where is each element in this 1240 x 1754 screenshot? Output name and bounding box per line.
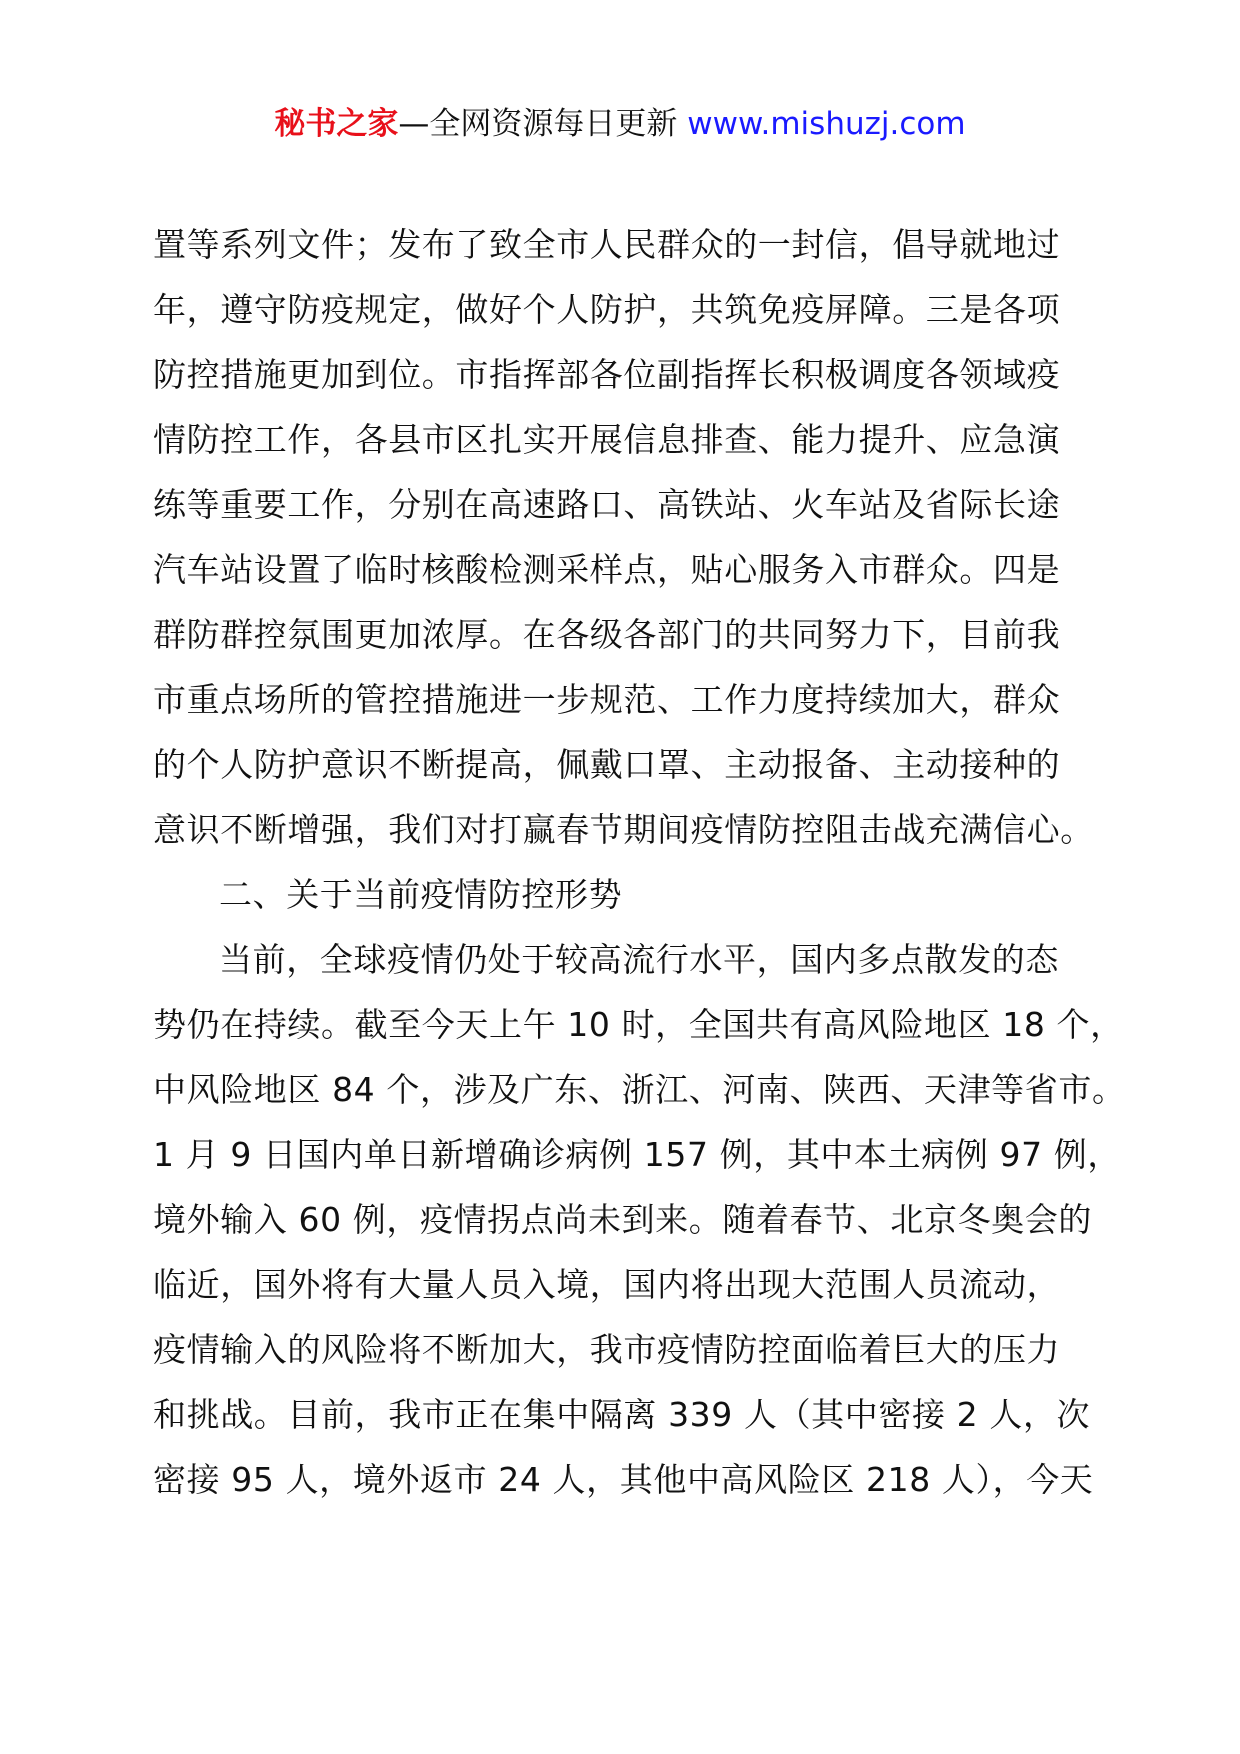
text-line: 意识不断增强，我们对打赢春节期间疫情防控阻击战充满信心。 [153,810,1094,849]
text-line: 情防控工作，各县市区扎实开展信息排查、能力提升、应急演 [153,420,1061,459]
text-line: 市重点场所的管控措施进一步规范、工作力度持续加大，群众 [153,680,1061,719]
text-line: 和挑战。目前，我市正在集中隔离 339 人（其中密接 2 人，次 [153,1395,1091,1434]
paragraph-first-line: 当前，全球疫情仍处于较高流行水平，国内多点散发的态 [219,940,1059,979]
text-line: 年，遵守防疫规定，做好个人防护，共筑免疫屏障。三是各项 [153,290,1061,329]
site-tagline: —全网资源每日更新 [398,106,678,142]
text-line: 势仍在持续。截至今天上午 10 时，全国共有高风险地区 18 个， [153,1005,1124,1044]
page-header [0,102,1240,146]
site-brand: 秘书之家 [274,106,399,142]
text-line: 置等系列文件；发布了致全市人民群众的一封信，倡导就地过 [153,225,1061,264]
text-line: 群防群控氛围更加浓厚。在各级各部门的共同努力下，目前我 [153,615,1061,654]
section-heading: 二、关于当前疫情防控形势 [219,875,623,914]
text-line: 的个人防护意识不断提高，佩戴口罩、主动报备、主动接种的 [153,745,1061,784]
site-url-link[interactable]: www.mishuzj.com [687,106,966,142]
text-line: 汽车站设置了临时核酸检测采样点，贴心服务入市群众。四是 [153,550,1061,589]
text-line: 防控措施更加到位。市指挥部各位副指挥长积极调度各领域疫 [153,355,1061,394]
text-line: 中风险地区 84 个，涉及广东、浙江、河南、陕西、天津等省市。 [153,1070,1126,1109]
text-line: 疫情输入的风险将不断加大，我市疫情防控面临着巨大的压力 [153,1330,1061,1369]
text-line: 练等重要工作，分别在高速路口、高铁站、火车站及省际长途 [153,485,1061,524]
text-line: 1 月 9 日国内单日新增确诊病例 157 例，其中本土病例 97 例， [153,1135,1121,1174]
text-line: 境外输入 60 例，疫情拐点尚未到来。随着春节、北京冬奥会的 [153,1200,1092,1239]
document-body [153,212,1126,1512]
text-line: 临近，国外将有大量人员入境，国内将出现大范围人员流动， [153,1265,1061,1304]
text-line: 密接 95 人，境外返市 24 人，其他中高风险区 218 人），今天 [153,1460,1094,1499]
